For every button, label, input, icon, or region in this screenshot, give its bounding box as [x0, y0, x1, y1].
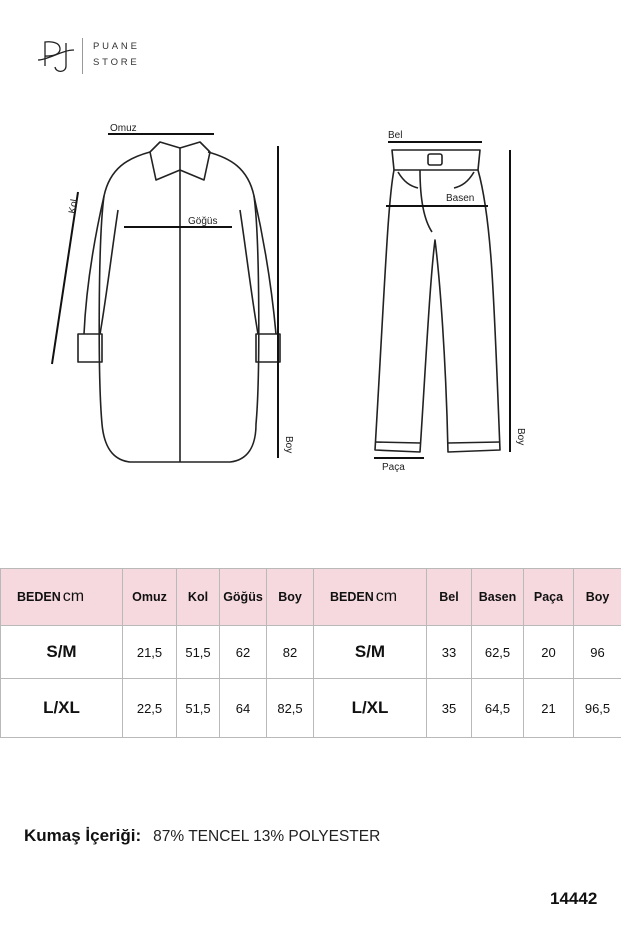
size-cell: S/M [1, 626, 123, 679]
value-cell: 96 [574, 626, 621, 679]
column-header: Kol [177, 569, 220, 626]
value-cell: 22,5 [123, 679, 177, 738]
table-row [1, 626, 314, 679]
brand-divider [82, 38, 83, 74]
column-header: Göğüs [220, 569, 267, 626]
column-header: Boy [267, 569, 314, 626]
label-gogus: Göğüs [188, 216, 218, 227]
value-cell: 62 [220, 626, 267, 679]
pants-labels [350, 120, 540, 480]
value-cell: 82 [267, 626, 314, 679]
label-kol: Kol [67, 198, 81, 215]
value-cell: 51,5 [177, 626, 220, 679]
label-pants-boy: Boy [515, 428, 526, 446]
value-cell: 64 [220, 679, 267, 738]
label-omuz: Omuz [110, 123, 137, 134]
beden-header [314, 569, 427, 626]
shirt-labels [40, 110, 320, 480]
beden-label: BEDEN [330, 590, 374, 604]
table-header-row [314, 569, 621, 626]
column-header: Basen [472, 569, 524, 626]
table-header-row [1, 569, 314, 626]
unit-label: cm [62, 588, 85, 605]
brand-name-line2: STORE [93, 57, 140, 68]
label-shirt-boy: Boy [283, 436, 294, 454]
table-row [314, 679, 621, 738]
column-header: Paça [524, 569, 574, 626]
beden-header [1, 569, 123, 626]
table-row [1, 679, 314, 738]
fabric-label: Kumaş İçeriği: [24, 826, 142, 845]
label-bel: Bel [388, 130, 403, 141]
value-cell: 51,5 [177, 679, 220, 738]
value-cell: 21,5 [123, 626, 177, 679]
label-paca: Paça [382, 462, 405, 473]
label-basen: Basen [446, 193, 475, 204]
beden-label: BEDEN [17, 590, 61, 604]
fabric-content [24, 826, 380, 846]
shirt-size-table [0, 568, 314, 738]
value-cell: 62,5 [472, 626, 524, 679]
size-cell: L/XL [314, 679, 427, 738]
table-row [314, 626, 621, 679]
fabric-value: 87% TENCEL 13% POLYESTER [153, 828, 381, 845]
size-cell: S/M [314, 626, 427, 679]
column-header: Bel [427, 569, 472, 626]
value-cell: 33 [427, 626, 472, 679]
column-header: Boy [574, 569, 621, 626]
value-cell: 82,5 [267, 679, 314, 738]
value-cell: 21 [524, 679, 574, 738]
pj-monogram-icon [36, 36, 76, 76]
value-cell: 35 [427, 679, 472, 738]
brand-name-line1: PUANE [93, 41, 140, 52]
value-cell: 64,5 [472, 679, 524, 738]
product-code: 14442 [550, 889, 598, 908]
column-header: Omuz [123, 569, 177, 626]
value-cell: 20 [524, 626, 574, 679]
pants-size-table [313, 568, 621, 738]
size-cell: L/XL [1, 679, 123, 738]
value-cell: 96,5 [574, 679, 621, 738]
unit-label: cm [375, 588, 398, 605]
